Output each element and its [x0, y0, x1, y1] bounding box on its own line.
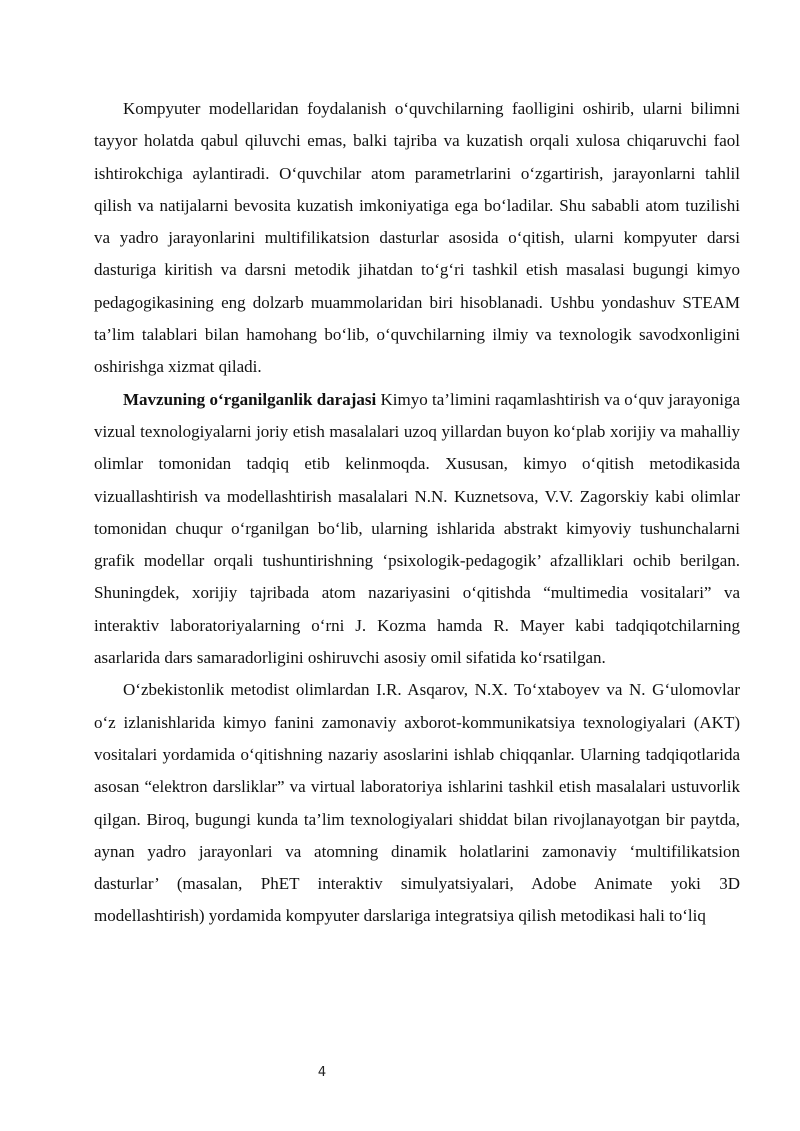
paragraph-text: Kimyo ta’limini raqamlashtirish va o‘quv jarayoniga vizual texnologiyalarni joriy etish masalalari uzoq yillardan buyon ko‘plab xorijiy va mahalliy olimlar tomonidan tadqiq etib kelinmoqda. Xususan, kimyo o‘qitish metodikasida vizuallashtirish va modellashtirish masalalari N.N. Kuznetsova, V.V. Zagorskiy kabi olimlar tomonidan chuqur o‘rganilgan bo‘lib, ularning ishlarida abstrakt kimyoviy tushunchalarni grafik modellar orqali tushuntirishning ‘psixologik-pedagogik’ afzalliklari ochib berilgan. Shuningdek, xorijiy tajribada atom nazariyasini o‘qitishda “multimedia vositalari” va interaktiv laboratoriyalarning o‘rni J. Kozma hamda R. Mayer kabi tadqiqotchilarning asarlarida dars samaradorligini oshiruvchi asosiy omil sifatida ko‘rsatilgan.: [94, 389, 741, 668]
paragraph-research-level: [94, 384, 740, 675]
paragraph-lead: Mavzuning o‘rganilganlik darajasi: [123, 389, 377, 409]
paragraph-text: O‘zbekistonlik metodist olimlardan I.R. Asqarov, N.X. To‘xtaboyev va N. G‘ulomovlar o‘z izlanishlarida kimyo fanini zamonaviy axborot-kommunikatsiya texnologiyalari (AKT) vositalari yordamida o‘qitishning nazariy asoslarini ishlab chiqqanlar. Ularning tadqiqotlarida asosan “elektron darsliklar” va virtual laboratoriya ishlarini tashkil etish masalalari ustuvorlik qilgan. Biroq, bugungi kunda ta’lim texnologiyalari shiddat bilan rivojlanayotgan bir paytda, aynan yadro jarayonlari va atomning dinamik holatlarini zamonaviy ‘multifilikatsion dasturlar’ (masalan, PhET interaktiv simulyatsiyalari, Adobe Animate yoki 3D modellashtirish) yordamida kompyuter darslariga integratsiya qilish metodikasi hali to‘liq: [94, 680, 740, 926]
paragraph-uzbek-scholars: [94, 674, 740, 932]
document-page: [94, 93, 740, 933]
page-number: 4: [317, 1065, 327, 1080]
paragraph-text: Kompyuter modellaridan foydalanish o‘quvchilarning faolligini oshirib, ularni bilimni tayyor holatda qabul qiluvchi emas, balki tajriba va kuzatish orqali xulosa chiqaruvchi faol ishtirokchiga aylantiradi. O‘quvchilar atom parametrlarini o‘zgartirish, jarayonlarni tahlil qilish va natijalarni bevosita kuzatish imkoniyatiga ega bo‘ladilar. Shu sababli atom tuzilishi va yadro jarayonlarini multifilikatsion dasturlar asosida o‘qitish, ularni kompyuter darsi dasturiga kiritish va darsni metodik jihatdan to‘g‘ri tashkil etish masalasi bugungi kimyo pedagogikasining eng dolzarb muammolaridan biri hisoblanadi. Ushbu yondashuv STEAM ta’lim talablari bilan hamohang bo‘lib, o‘quvchilarning ilmiy va texnologik savodxonligini oshirishga xizmat qiladi.: [94, 99, 740, 377]
paragraph-computer-models: [94, 93, 740, 384]
